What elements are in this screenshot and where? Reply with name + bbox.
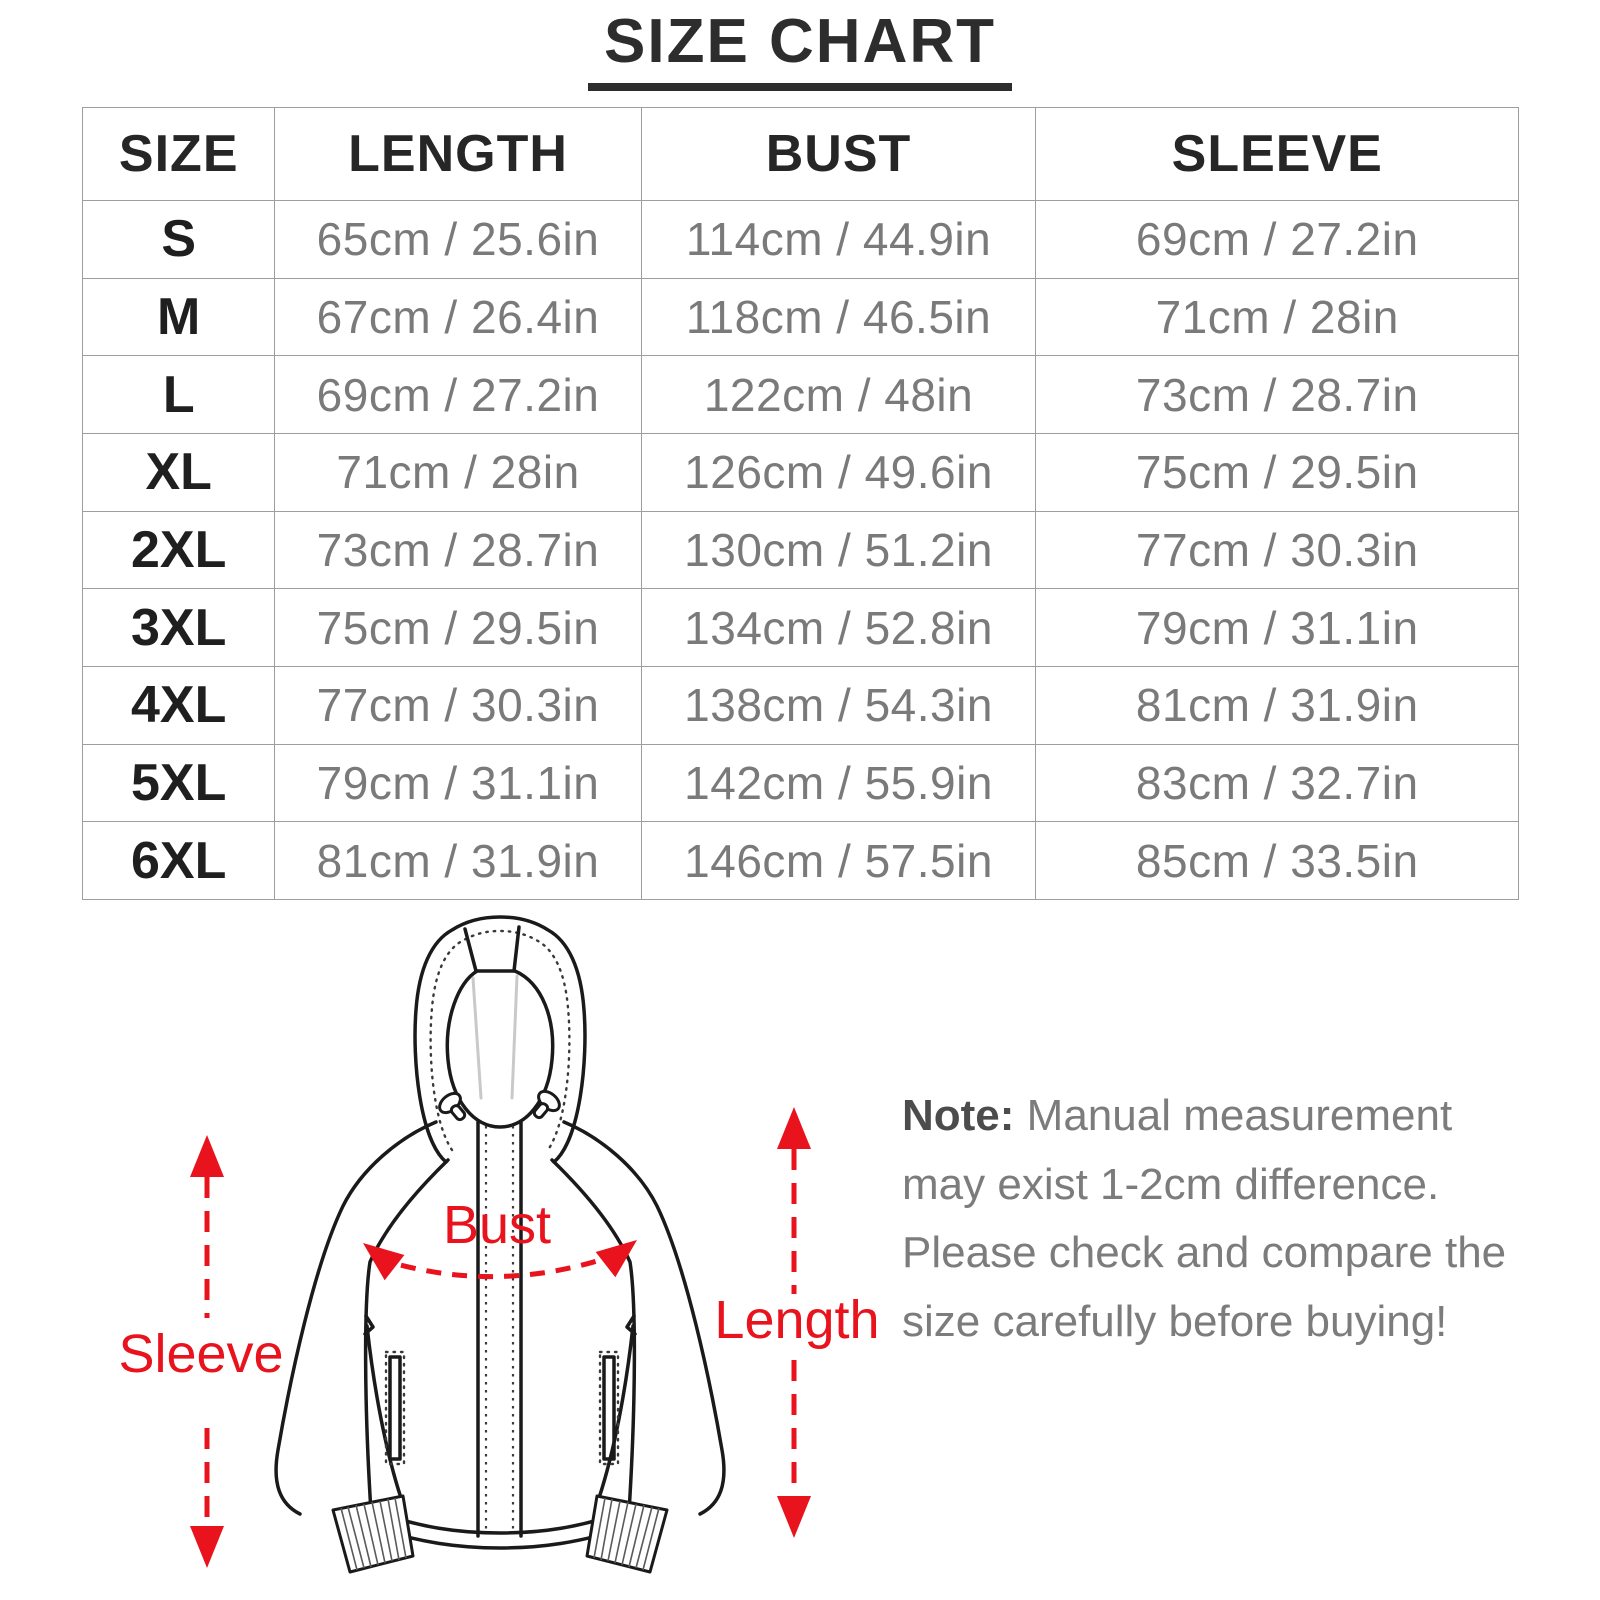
table-header-row — [83, 108, 1519, 201]
sleeve-value: 73cm / 28.7in — [1036, 356, 1519, 434]
length-value: 81cm / 31.9in — [275, 822, 641, 900]
length-value: 71cm / 28in — [275, 433, 641, 511]
length-label: Length — [714, 1290, 880, 1350]
bust-value: 146cm / 57.5in — [641, 822, 1036, 900]
size-value: 6XL — [83, 822, 275, 900]
size-value: 5XL — [83, 744, 275, 822]
right-body-side — [552, 1160, 634, 1512]
right-pocket — [600, 1352, 618, 1464]
sleeve-value: 79cm / 31.1in — [1036, 589, 1519, 667]
arrow-down-icon — [190, 1526, 224, 1568]
table-row — [83, 744, 1519, 822]
length-value: 69cm / 27.2in — [275, 356, 641, 434]
sleeve-value: 69cm / 27.2in — [1036, 201, 1519, 279]
table-row — [83, 666, 1519, 744]
table-row — [83, 433, 1519, 511]
bust-value: 114cm / 44.9in — [641, 201, 1036, 279]
table-row — [83, 201, 1519, 279]
table-row — [83, 511, 1519, 589]
length-value: 65cm / 25.6in — [275, 201, 641, 279]
note-text: Manual measurement may exist 1-2cm difference. Please check and compare the size carefully before buying! — [902, 1091, 1507, 1346]
hood-stitching — [431, 931, 570, 1150]
length-value: 79cm / 31.1in — [275, 744, 641, 822]
bust-value: 118cm / 46.5in — [641, 278, 1036, 356]
size-value: M — [83, 278, 275, 356]
page-title: SIZE CHART — [588, 6, 1012, 91]
arrow-left-icon — [353, 1230, 404, 1280]
sleeve-value: 71cm / 28in — [1036, 278, 1519, 356]
hood — [415, 917, 585, 1162]
sleeve-value: 75cm / 29.5in — [1036, 433, 1519, 511]
sleeve-value: 83cm / 32.7in — [1036, 744, 1519, 822]
column-header-size: SIZE — [83, 108, 275, 201]
right-sleeve — [564, 1122, 724, 1514]
bust-value: 138cm / 54.3in — [641, 666, 1036, 744]
length-value: 67cm / 26.4in — [275, 278, 641, 356]
size-value: S — [83, 201, 275, 279]
right-toggle — [527, 1088, 563, 1124]
left-sleeve — [276, 1122, 436, 1514]
jacket-diagram — [100, 900, 900, 1600]
bust-label: Bust — [442, 1195, 552, 1255]
sleeve-value: 77cm / 30.3in — [1036, 511, 1519, 589]
arrow-up-icon — [190, 1135, 224, 1177]
arrow-up-icon — [777, 1107, 811, 1149]
measurement-note — [902, 1082, 1514, 1357]
right-cuff — [587, 1496, 667, 1572]
table-row — [83, 278, 1519, 356]
sleeve-label: Sleeve — [118, 1324, 284, 1384]
bust-value: 122cm / 48in — [641, 356, 1036, 434]
note-label: Note: — [902, 1091, 1015, 1140]
left-body-side — [366, 1160, 448, 1512]
bust-value: 134cm / 52.8in — [641, 589, 1036, 667]
size-value: XL — [83, 433, 275, 511]
table-row — [83, 822, 1519, 900]
table-row — [83, 356, 1519, 434]
size-value: 4XL — [83, 666, 275, 744]
arrow-down-icon — [777, 1496, 811, 1538]
zipper — [478, 1122, 521, 1536]
column-header-bust: BUST — [641, 108, 1036, 201]
length-value: 75cm / 29.5in — [275, 589, 641, 667]
size-chart-table — [82, 107, 1519, 900]
sleeve-value: 85cm / 33.5in — [1036, 822, 1519, 900]
left-cuff — [333, 1496, 413, 1572]
column-header-sleeve: SLEEVE — [1036, 108, 1519, 201]
size-value: 2XL — [83, 511, 275, 589]
bust-value: 130cm / 51.2in — [641, 511, 1036, 589]
size-value: L — [83, 356, 275, 434]
column-header-length: LENGTH — [275, 108, 641, 201]
sleeve-value: 81cm / 31.9in — [1036, 666, 1519, 744]
arrow-right-icon — [596, 1227, 647, 1277]
length-value: 77cm / 30.3in — [275, 666, 641, 744]
title-area — [0, 0, 1600, 91]
left-pocket — [386, 1352, 404, 1464]
table-row — [83, 589, 1519, 667]
size-value: 3XL — [83, 589, 275, 667]
length-value: 73cm / 28.7in — [275, 511, 641, 589]
bust-value: 142cm / 55.9in — [641, 744, 1036, 822]
bust-value: 126cm / 49.6in — [641, 433, 1036, 511]
hood-opening — [447, 971, 552, 1127]
